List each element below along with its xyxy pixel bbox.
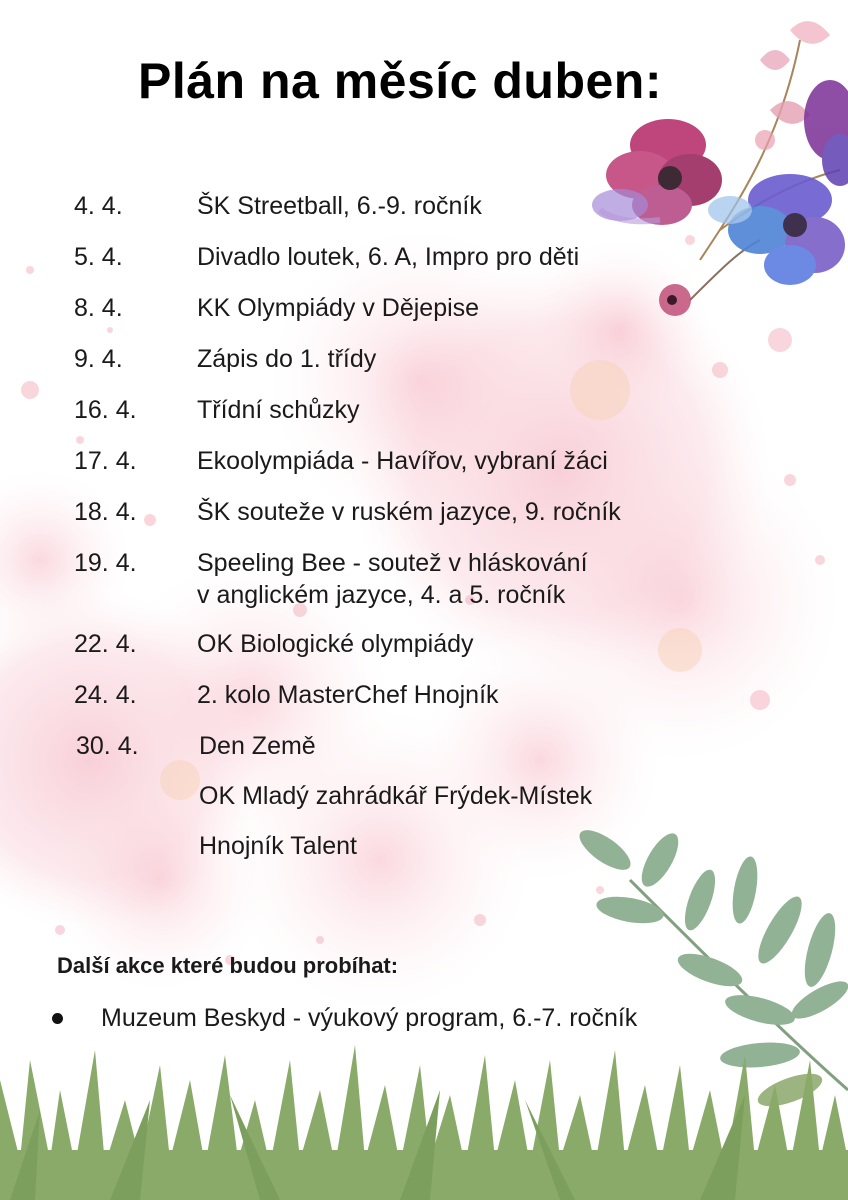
event-description: Den Země [199, 732, 316, 760]
page-title: Plán na měsíc duben: [137, 53, 662, 109]
event-date: 18. 4. [74, 498, 137, 526]
list-item [50, 1004, 637, 1033]
event-description: Divadlo loutek, 6. A, Impro pro děti [197, 243, 580, 271]
event-date: 9. 4. [74, 345, 123, 373]
event-date: 22. 4. [74, 630, 137, 658]
event-description: ŠK Streetball, 6.-9. ročník [197, 192, 482, 220]
event-description: 2. kolo MasterChef Hnojník [197, 681, 499, 709]
event-schedule [74, 190, 621, 881]
schedule-row [74, 628, 621, 660]
schedule-row [74, 190, 621, 222]
event-description: ŠK souteže v ruském jazyce, 9. ročník [197, 498, 621, 526]
schedule-row [74, 241, 621, 273]
event-description: v anglickém jazyce, 4. a 5. ročník [197, 581, 566, 609]
event-date: 19. 4. [74, 549, 137, 577]
event-description: Zápis do 1. třídy [197, 345, 377, 373]
schedule-row [74, 496, 621, 528]
event-description: Třídní schůzky [197, 396, 360, 424]
bullet-icon [52, 1013, 63, 1024]
event-date: 4. 4. [74, 192, 123, 220]
schedule-row [74, 547, 621, 611]
event-date: 30. 4. [76, 732, 139, 760]
event-date: 17. 4. [74, 447, 137, 475]
event-date: 24. 4. [74, 681, 137, 709]
event-date: 5. 4. [74, 243, 123, 271]
schedule-row [74, 292, 621, 324]
event-description: OK Biologické olympiády [197, 630, 474, 658]
grass-border-icon [0, 1045, 848, 1200]
event-date: 8. 4. [74, 294, 123, 322]
further-event-text: Muzeum Beskyd - výukový program, 6.-7. ročník [101, 1004, 638, 1032]
event-description: Speeling Bee - soutež v hláskování [197, 549, 588, 577]
event-description: KK Olympiády v Dějepise [197, 294, 480, 322]
event-description: OK Mladý zahrádkář Frýdek-Místek [199, 782, 593, 810]
schedule-row [76, 730, 621, 862]
event-description: Ekoolympiáda - Havířov, vybraní žáci [197, 447, 608, 475]
schedule-row [74, 343, 621, 375]
event-date: 16. 4. [74, 396, 137, 424]
schedule-row [74, 679, 621, 711]
schedule-row [74, 445, 621, 477]
further-events-list [50, 1004, 637, 1033]
further-events-heading: Další akce které budou probíhat: [57, 953, 399, 978]
schedule-row [74, 394, 621, 426]
event-description: Hnojník Talent [199, 832, 357, 860]
